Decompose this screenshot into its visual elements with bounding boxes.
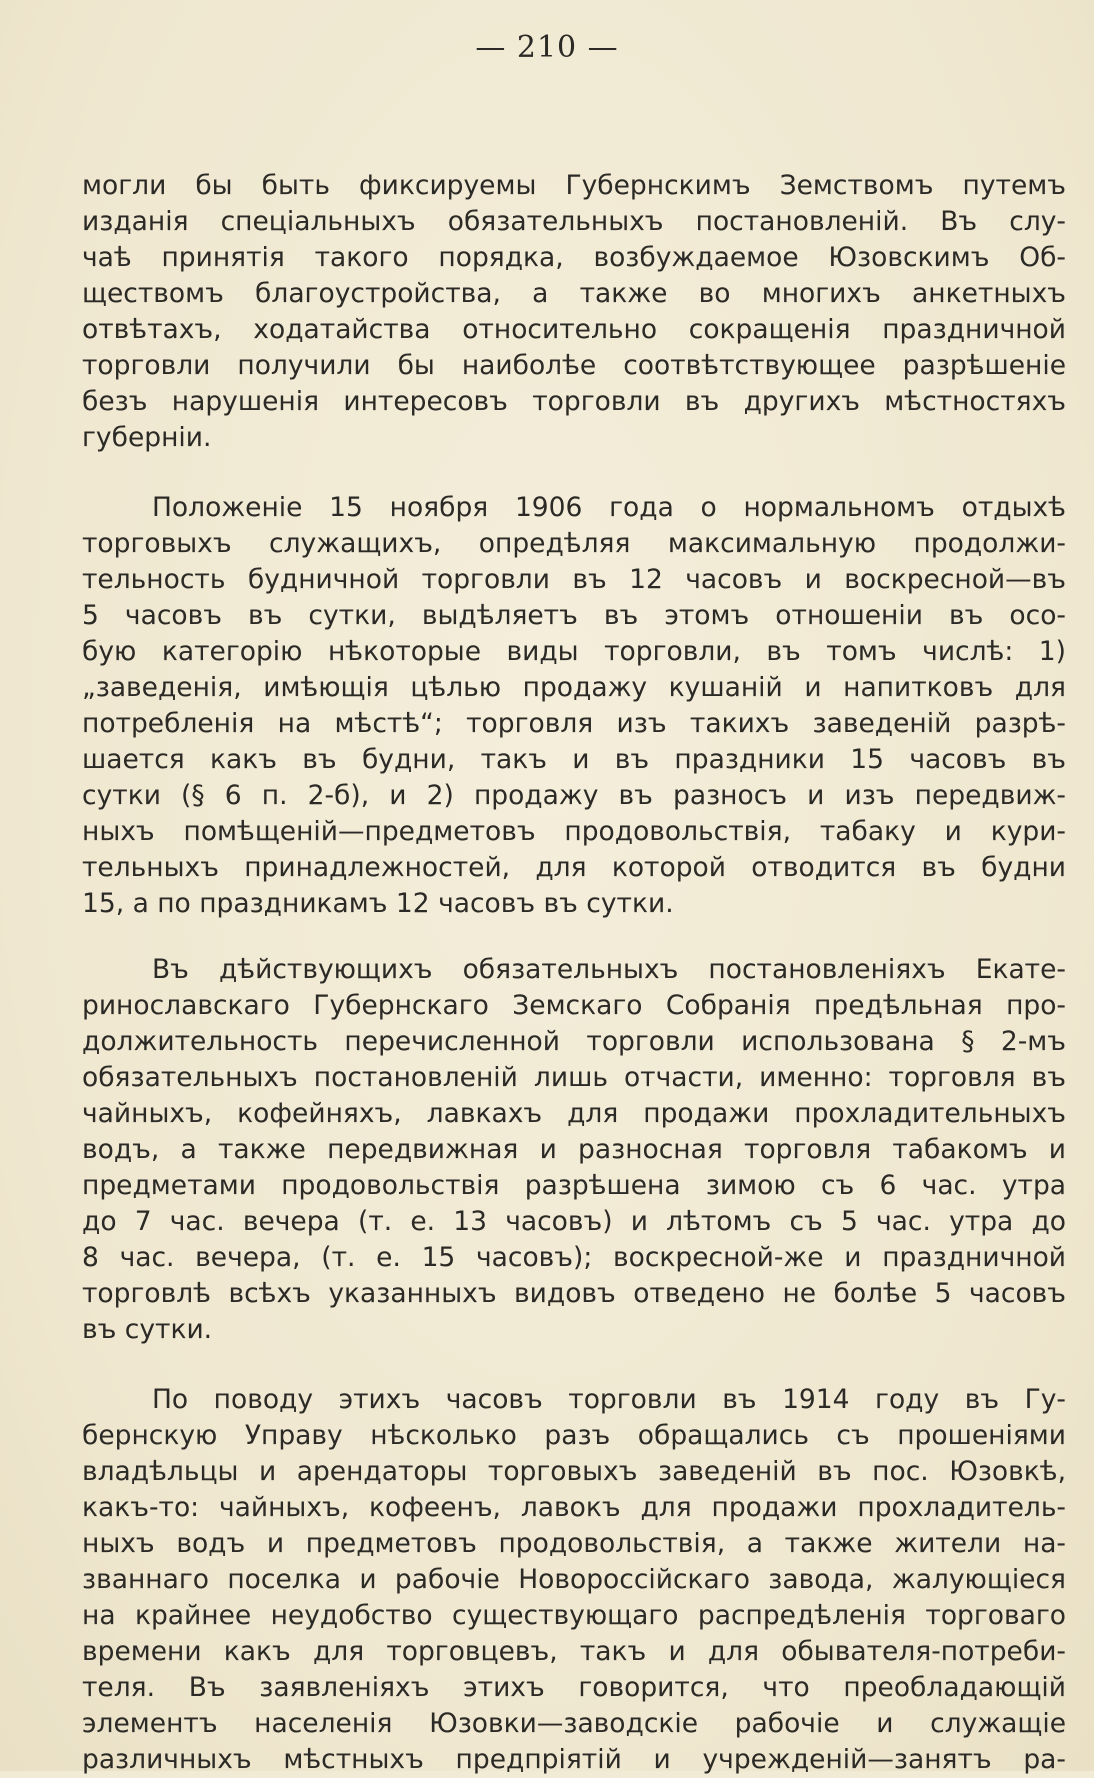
text-line: 15, а по праздникамъ 12 часовъ въ сутки. [82, 888, 674, 919]
text-line: ществомъ благоустройства, а также во многихъ анкетныхъ [82, 278, 1066, 309]
text-line: Положеніе 15 ноября 1906 года о нормальномъ отдыхѣ [152, 492, 1066, 523]
text-line: „заведенія, имѣющія цѣлью продажу кушаній и напитковъ для [82, 672, 1066, 703]
body-text [82, 168, 1066, 1778]
text-line: безъ нарушенія интересовъ торговли въ другихъ мѣстностяхъ [82, 386, 1066, 417]
text-line: какъ-то: чайныхъ, кофеенъ, лавокъ для продажи прохладитель- [82, 1492, 1066, 1523]
paragraph-4 [82, 1382, 1066, 1778]
text-line: элементъ населенія Юзовки—заводскіе рабочіе и служащіе [82, 1708, 1066, 1739]
text-line: времени какъ для торговцевъ, такъ и для обывателя-потреби- [82, 1636, 1066, 1667]
paragraph-1 [82, 168, 1066, 456]
text-line: на крайнее неудобство существующаго распредѣленія торговаго [82, 1600, 1066, 1631]
paragraph-gap [82, 1348, 1066, 1382]
text-line: теля. Въ заявленіяхъ этихъ говорится, что преобладающій [82, 1672, 1066, 1703]
text-line: различныхъ мѣстныхъ предпріятій и учрежденій—занятъ ра- [82, 1744, 1066, 1775]
text-line: должительность перечисленной торговли использована § 2-мъ [82, 1026, 1066, 1057]
text-line: чайныхъ, кофейняхъ, лавкахъ для продажи прохладительныхъ [82, 1098, 1066, 1129]
text-line: сутки (§ 6 п. 2-б), и 2) продажу въ разносъ и изъ передвиж- [82, 780, 1066, 811]
text-line: владѣльцы и арендаторы торговыхъ заведеній въ пос. Юзовкѣ, [82, 1456, 1066, 1487]
text-line: 8 час. вечера, (т. е. 15 часовъ); воскресной-же и праздничной [82, 1242, 1066, 1273]
text-line: тельность будничной торговли въ 12 часовъ и воскресной—въ [82, 564, 1066, 595]
text-line: въ сутки. [82, 1314, 213, 1345]
text-line: до 7 час. вечера (т. е. 13 часовъ) и лѣтомъ съ 5 час. утра до [82, 1206, 1066, 1237]
text-line: изданія спеціальныхъ обязательныхъ постановленій. Въ слу- [82, 206, 1066, 237]
text-line: Въ дѣйствующихъ обязательныхъ постановленіяхъ Екате- [152, 954, 1066, 985]
text-line: ныхъ помѣщеній—предметовъ продовольствія, табаку и кури- [82, 816, 1066, 847]
paragraph-gap [82, 456, 1066, 490]
text-line: тельныхъ принадлежностей, для которой отводится въ будни [82, 852, 1066, 883]
text-line: губерніи. [82, 422, 212, 453]
paragraph-gap [82, 922, 1066, 952]
page-number: — 210 — [475, 30, 619, 65]
text-line: ринославскаго Губернскаго Земскаго Собранія предѣльная про- [82, 990, 1066, 1021]
text-line: званнаго поселка и рабочіе Новороссійскаго завода, жалующіеся [82, 1564, 1066, 1595]
text-line: торговлѣ всѣхъ указанныхъ видовъ отведено не болѣе 5 часовъ [82, 1278, 1066, 1309]
text-line: бую категорію нѣкоторые виды торговли, въ томъ числѣ: 1) [82, 636, 1066, 667]
text-line: чаѣ принятія такого порядка, возбуждаемое Юзовскимъ Об- [82, 242, 1066, 273]
text-line: По поводу этихъ часовъ торговли въ 1914 году въ Гу- [152, 1384, 1066, 1415]
text-line: торговли получили бы наиболѣе соотвѣтствующее разрѣшеніе [82, 350, 1066, 381]
text-line: водъ, а также передвижная и разносная торговля табакомъ и [82, 1134, 1066, 1165]
text-line: могли бы быть фиксируемы Губернскимъ Земствомъ путемъ [82, 170, 1066, 201]
text-line: потребленія на мѣстѣ“; торговля изъ такихъ заведеній разрѣ- [82, 708, 1066, 739]
text-line: 5 часовъ въ сутки, выдѣляетъ въ этомъ отношеніи въ осо- [82, 600, 1066, 631]
text-line: обязательныхъ постановленій лишь отчасти, именно: торговля въ [82, 1062, 1066, 1093]
paragraph-2 [82, 490, 1066, 922]
paragraph-3 [82, 952, 1066, 1348]
text-line: ныхъ водъ и предметовъ продовольствія, а также жители на- [82, 1528, 1066, 1559]
text-line: предметами продовольствія разрѣшена зимою съ 6 час. утра [82, 1170, 1066, 1201]
text-line: бернскую Управу нѣсколько разъ обращались съ прошеніями [82, 1420, 1066, 1451]
text-line: шается какъ въ будни, такъ и въ праздники 15 часовъ въ [82, 744, 1066, 775]
text-line: торговыхъ служащихъ, опредѣляя максимальную продолжи- [82, 528, 1066, 559]
text-line: отвѣтахъ, ходатайства относительно сокращенія праздничной [82, 314, 1066, 345]
